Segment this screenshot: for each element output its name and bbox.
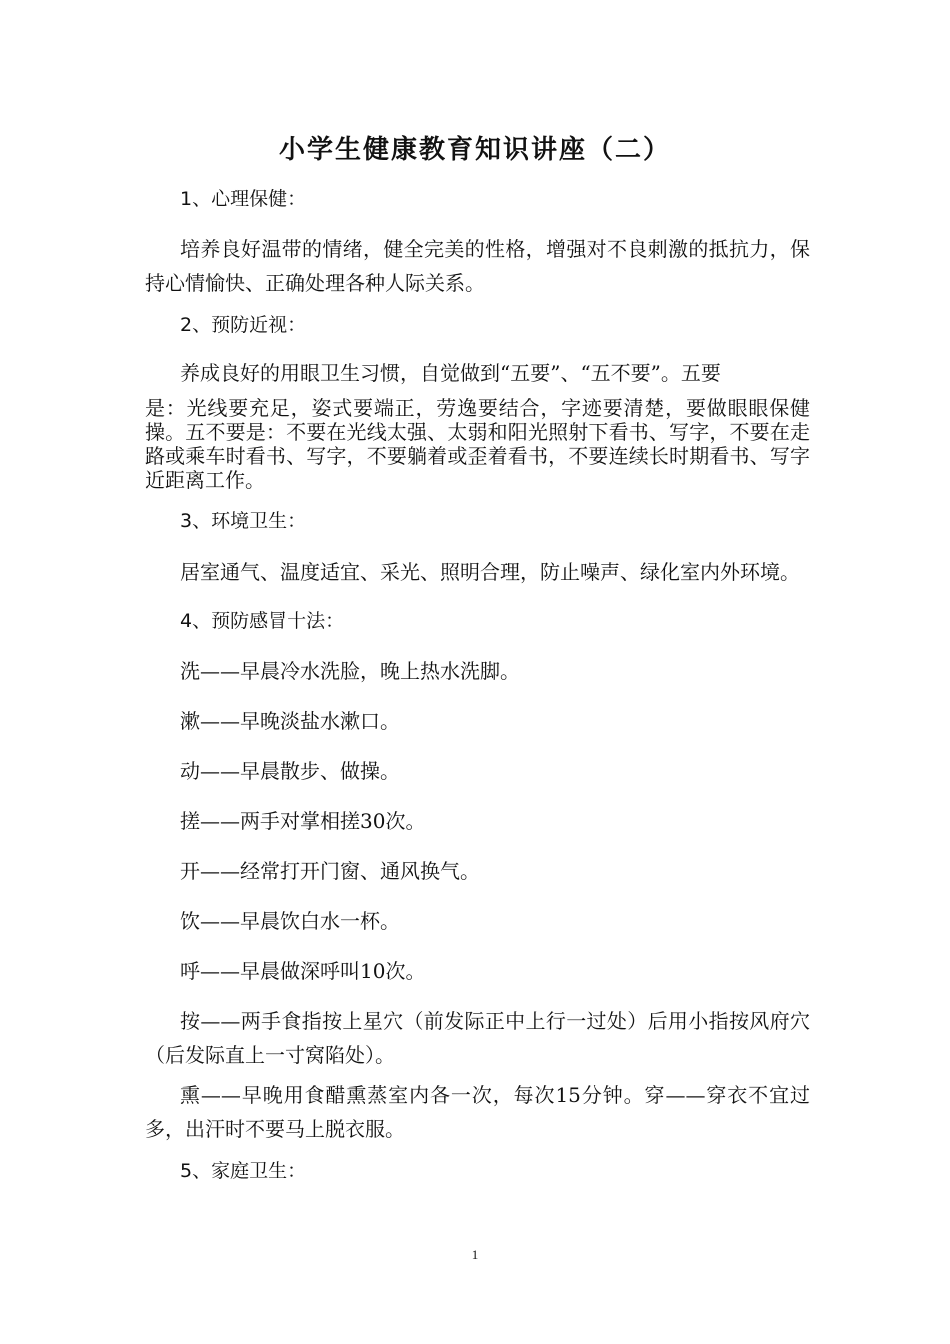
list-item-rub-hands: 搓——两手对掌相搓30次。 bbox=[180, 809, 426, 833]
list-item-exercise: 动——早晨散步、做操。 bbox=[180, 759, 400, 783]
section-heading-cold-prevention: 4、预防感冒十法： bbox=[180, 610, 345, 632]
list-item-ventilate: 开——经常打开门窗、通风换气。 bbox=[180, 859, 480, 883]
section-heading-mental-health: 1、心理保健： bbox=[180, 188, 307, 210]
list-item-vinegar-fumigation: 熏——早晚用食醋熏蒸室内各一次，每次15分钟。穿——穿衣不宜过多，出汗时不要马上脱衣服。 bbox=[145, 1083, 810, 1141]
list-item-acupressure: 按——两手食指按上星穴（前发际正中上行一过处）后用小指按风府穴（后发际直上一寸窝陷处）。 bbox=[145, 1009, 810, 1067]
section-heading-home-hygiene: 5、家庭卫生： bbox=[180, 1160, 307, 1182]
document-title: 小学生健康教育知识讲座（二） bbox=[278, 135, 671, 165]
section-heading-environment: 3、环境卫生： bbox=[180, 510, 307, 532]
list-item-deep-breath: 呼——早晨做深呼叫10次。 bbox=[180, 959, 426, 983]
list-item-rinse: 漱——早晚淡盐水漱口。 bbox=[180, 709, 400, 733]
section-heading-myopia: 2、预防近视： bbox=[180, 314, 307, 336]
list-item-wash: 洗——早晨冷水洗脸，晚上热水洗脚。 bbox=[180, 659, 520, 683]
list-item-drink-water: 饮——早晨饮白水一杯。 bbox=[180, 909, 400, 933]
paragraph-myopia-rest: 是：光线要充足，姿式要端正，劳逸要结合，字迹要清楚，要做眼眼保健操。五不要是：不要在光线太强、太弱和阳光照射下看书、写字，不要在走路或乘车时看书、写字，不要躺着或歪着看书，不要连续长时期看书、写字近距离工作。 bbox=[145, 396, 810, 492]
paragraph-myopia-line1: 养成良好的用眼卫生习惯，自觉做到“五要”、“五不要”。五要 bbox=[180, 361, 721, 385]
paragraph-mental-health: 培养良好温带的情绪，健全完美的性格，增强对不良刺激的抵抗力，保持心情愉快、正确处理各种人际关系。 bbox=[145, 237, 810, 295]
page-number: 1 bbox=[471, 1247, 479, 1262]
paragraph-environment: 居室通气、温度适宜、采光、照明合理，防止噪声、绿化室内外环境。 bbox=[180, 560, 800, 584]
